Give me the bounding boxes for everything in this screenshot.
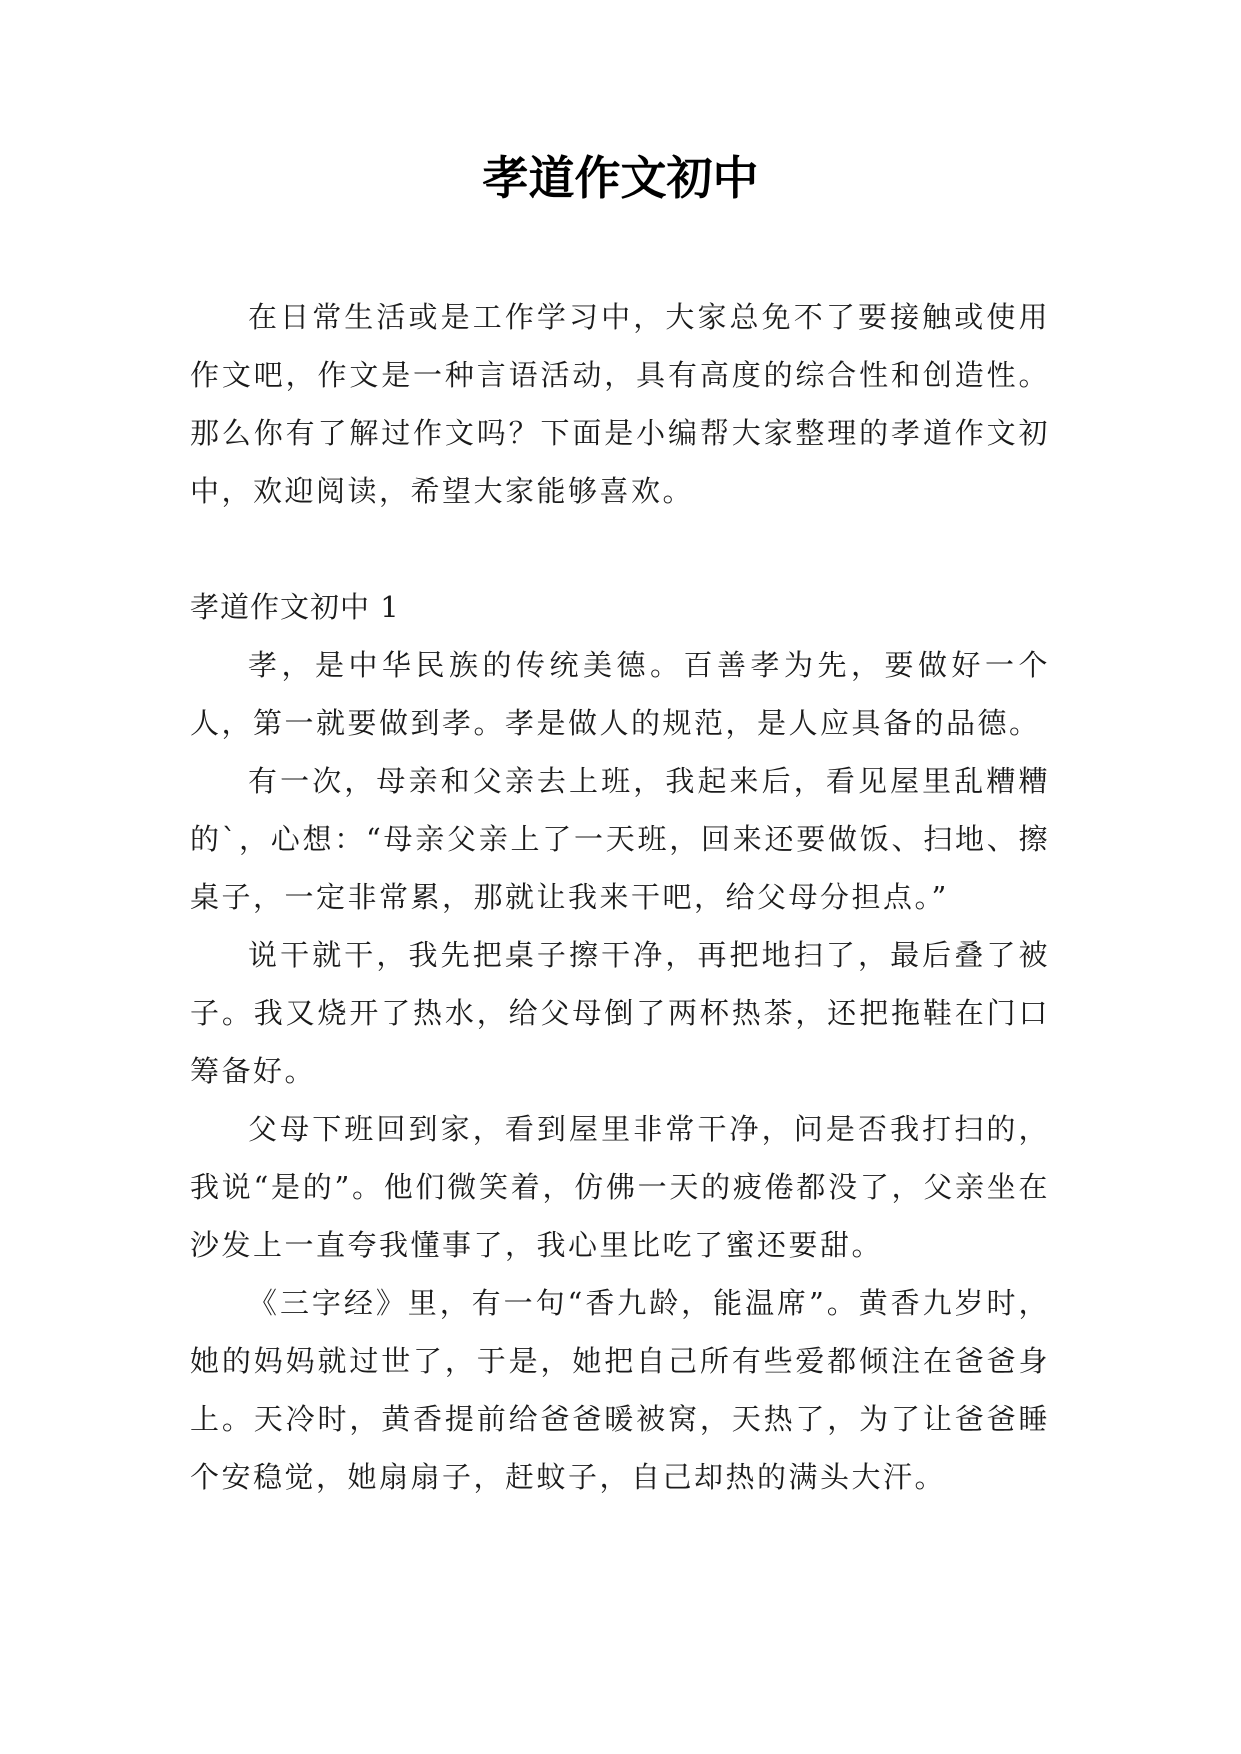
body-paragraph: 《三字经》里，有一句“香九龄，能温席”。黄香九岁时，她的妈妈就过世了，于是，她把自己所有些爱都倾注在爸爸身上。天冷时，黄香提前给爸爸暖被窝，天热了，为了让爸爸睡个安稳觉，她扇扇子，赶蚊子，自己却热的满头大汗。 — [190, 1286, 1050, 1494]
body-paragraph: 说干就干，我先把桌子擦干净，再把地扫了，最后叠了被子。我又烧开了热水，给父母倒了两杯热茶，还把拖鞋在门口筹备好。 — [190, 938, 1050, 1088]
intro-paragraph: 在日常生活或是工作学习中，大家总免不了要接触或使用作文吧，作文是一种言语活动，具有高度的综合性和创造性。那么你有了解过作文吗？下面是小编帮大家整理的孝道作文初中，欢迎阅读，希望大家能够喜欢。 — [190, 300, 1050, 508]
body-paragraph: 孝，是中华民族的传统美德。百善孝为先，要做好一个人，第一就要做到孝。孝是做人的规范，是人应具备的品德。 — [190, 648, 1050, 740]
body-paragraph: 有一次，母亲和父亲去上班，我起来后，看见屋里乱糟糟的`，心想：“母亲父亲上了一天班，回来还要做饭、扫地、擦桌子，一定非常累，那就让我来干吧，给父母分担点。” — [190, 764, 1050, 914]
document-body — [190, 288, 1050, 1506]
document-title: 孝道作文初中 — [482, 151, 759, 205]
body-paragraph: 父母下班回到家，看到屋里非常干净，问是否我打扫的，我说“是的”。他们微笑着，仿佛一天的疲倦都没了，父亲坐在沙发上一直夸我懂事了，我心里比吃了蜜还要甜。 — [190, 1112, 1050, 1262]
section-heading: 孝道作文初中 1 — [190, 590, 400, 624]
